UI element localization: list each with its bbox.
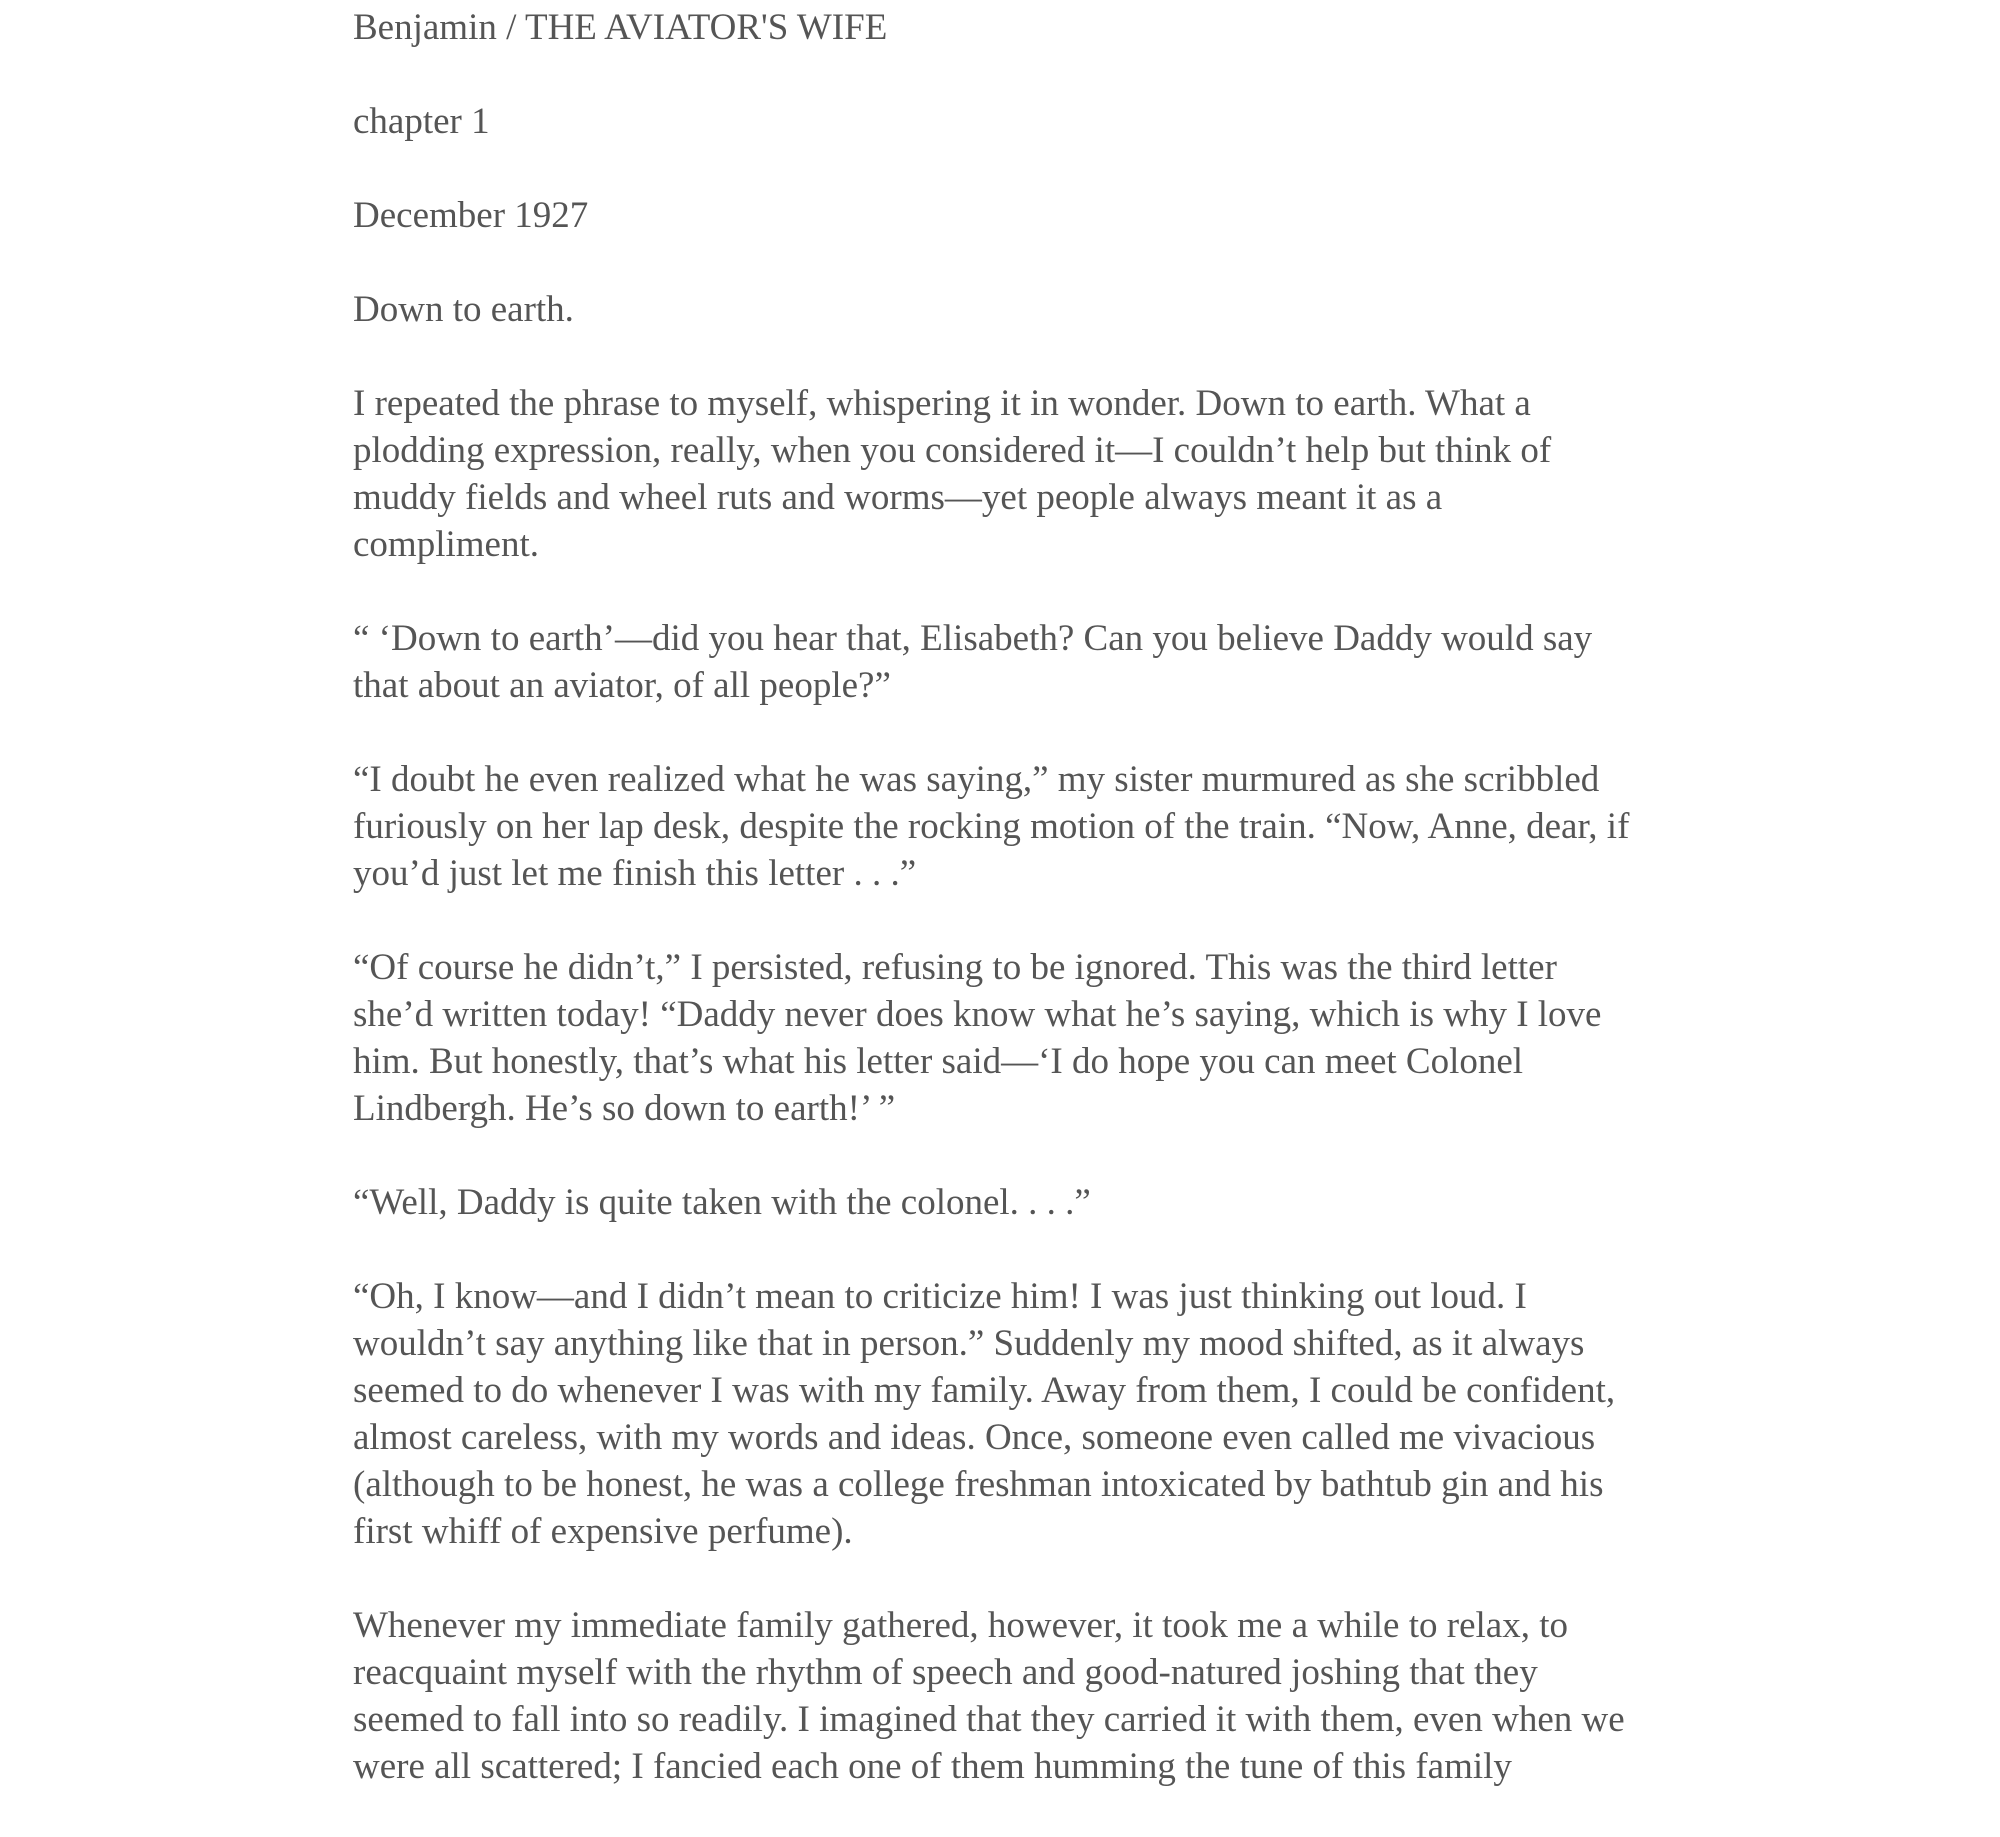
text-line: seemed to do whenever I was with my family. Away from them, I could be confident, (353, 1370, 1616, 1411)
text-line: “ ‘Down to earth’—did you hear that, Elisabeth? Can you believe Daddy would say (353, 618, 1593, 659)
text-line: you’d just let me finish this letter . . .” (353, 853, 917, 894)
text-line: wouldn’t say anything like that in person.” Suddenly my mood shifted, as it always (353, 1323, 1585, 1364)
document-page (353, 0, 1683, 1837)
text-line: reacquaint myself with the rhythm of speech and good-natured joshing that they (353, 1652, 1538, 1693)
text-line: first whiff of expensive perfume). (353, 1511, 853, 1552)
text-line: were all scattered; I fancied each one of them humming the tune of this family (353, 1746, 1512, 1787)
date-heading-text: December 1927 (353, 195, 589, 236)
text-line: “Oh, I know—and I didn’t mean to criticize him! I was just thinking out loud. I (353, 1276, 1527, 1317)
text-line: furiously on her lap desk, despite the rocking motion of the train. “Now, Anne, dear, if (353, 806, 1630, 847)
text-line: him. But honestly, that’s what his letter said—‘I do hope you can meet Colonel (353, 1041, 1524, 1082)
paragraph (353, 1602, 1683, 1790)
paragraph (353, 756, 1683, 897)
text-line: (although to be honest, he was a college freshman intoxicated by bathtub gin and his (353, 1464, 1604, 1505)
paragraph (353, 944, 1683, 1132)
text-line: she’d written today! “Daddy never does know what he’s saying, which is why I love (353, 994, 1602, 1035)
text-line: seemed to fall into so readily. I imagined that they carried it with them, even when we (353, 1699, 1625, 1740)
chapter-label (353, 98, 1683, 145)
text-line: muddy fields and wheel ruts and worms—yet people always meant it as a (353, 477, 1443, 518)
chapter-label-text: chapter 1 (353, 101, 490, 142)
text-line: Lindbergh. He’s so down to earth!’ ” (353, 1088, 896, 1129)
text-line: compliment. (353, 524, 539, 565)
paragraph (353, 1179, 1683, 1226)
paragraph (353, 380, 1683, 568)
text-line: “I doubt he even realized what he was saying,” my sister murmured as she scribbled (353, 759, 1600, 800)
text-line: almost careless, with my words and ideas. Once, someone even called me vivacious (353, 1417, 1596, 1458)
date-heading (353, 192, 1683, 239)
text-line: Whenever my immediate family gathered, however, it took me a while to relax, to (353, 1605, 1568, 1646)
text-line: Down to earth. (353, 289, 574, 330)
running-header (353, 4, 1683, 51)
paragraph (353, 1273, 1683, 1555)
text-line: “Well, Daddy is quite taken with the colonel. . . .” (353, 1182, 1091, 1223)
text-line: plodding expression, really, when you considered it—I couldn’t help but think of (353, 430, 1552, 471)
text-line: that about an aviator, of all people?” (353, 665, 891, 706)
text-line: “Of course he didn’t,” I persisted, refusing to be ignored. This was the third letter (353, 947, 1557, 988)
running-header-text: Benjamin / THE AVIATOR'S WIFE (353, 7, 888, 48)
text-line: I repeated the phrase to myself, whispering it in wonder. Down to earth. What a (353, 383, 1531, 424)
paragraph (353, 286, 1683, 333)
paragraph (353, 615, 1683, 709)
